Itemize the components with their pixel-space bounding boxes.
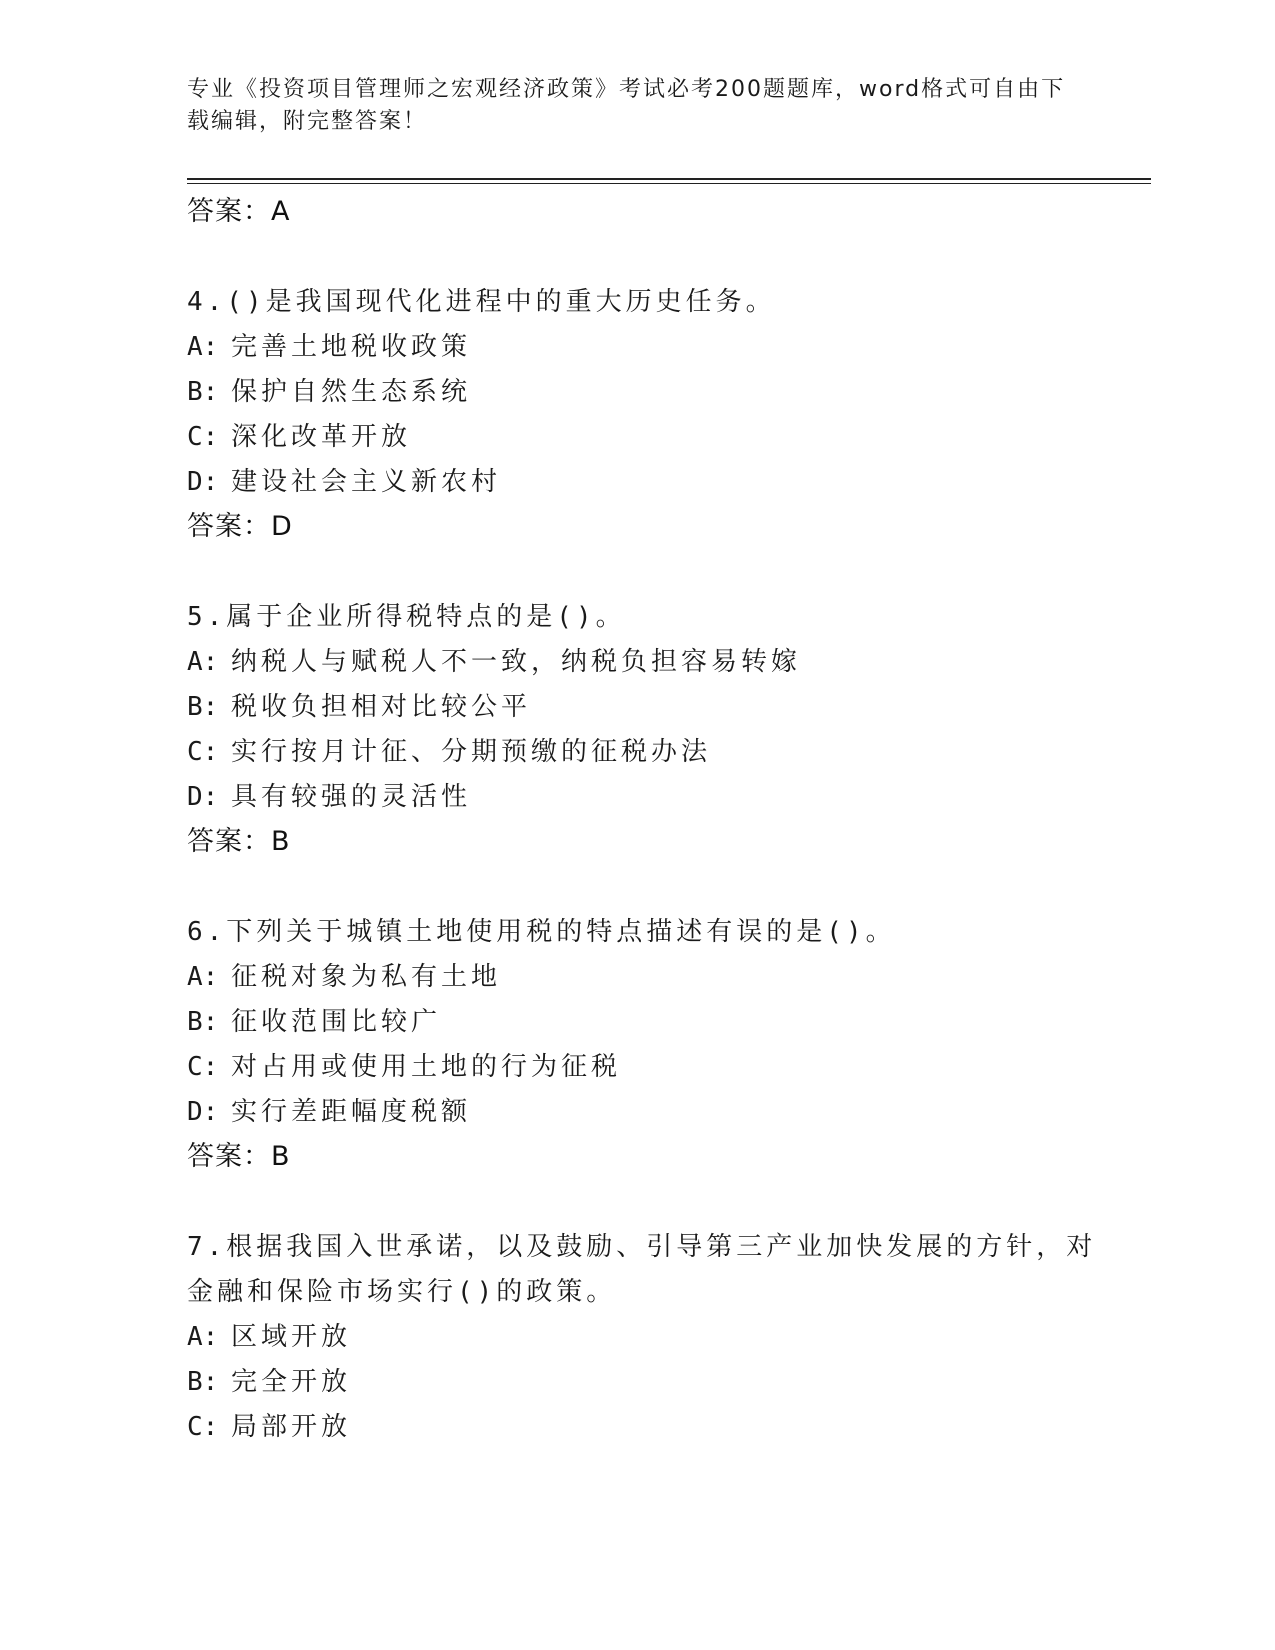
- option-key: B:: [187, 377, 219, 407]
- option-a: [187, 325, 1117, 370]
- option-text: 保护自然生态系统: [231, 377, 472, 407]
- option-text: 征税对象为私有土地: [231, 962, 502, 992]
- header-divider-thin: [187, 183, 1151, 184]
- option-text: 对占用或使用土地的行为征税: [231, 1052, 622, 1082]
- leading-answer: 答案：A: [187, 196, 291, 227]
- option-a: [187, 955, 1117, 1000]
- option-key: D:: [187, 467, 219, 497]
- option-b: [187, 685, 1117, 730]
- option-text: 纳税人与赋税人不一致，纳税负担容易转嫁: [231, 647, 802, 677]
- option-text: 具有较强的灵活性: [231, 782, 472, 812]
- option-d: [187, 460, 1117, 505]
- question-list: [187, 190, 1117, 1450]
- option-key: A:: [187, 962, 219, 992]
- option-key: B:: [187, 692, 219, 722]
- answer-line: 答案：B: [187, 1141, 291, 1172]
- option-key: A:: [187, 1322, 219, 1352]
- option-text: 建设社会主义新农村: [231, 467, 502, 497]
- option-text: 实行按月计征、分期预缴的征税办法: [231, 737, 712, 767]
- option-key: B:: [187, 1007, 219, 1037]
- option-text: 局部开放: [231, 1412, 352, 1442]
- answer-line: 答案：B: [187, 826, 291, 857]
- header-divider-thick: [187, 178, 1151, 180]
- question-text-line-1: 7.根据我国入世承诺，以及鼓励、引导第三产业加快发展的方针，对: [187, 1232, 1097, 1262]
- option-key: C:: [187, 1052, 219, 1082]
- question-text-line-2: 金融和保险市场实行()的政策。: [187, 1277, 617, 1307]
- option-b: [187, 1360, 1117, 1405]
- option-text: 完全开放: [231, 1367, 352, 1397]
- option-key: D:: [187, 782, 219, 812]
- option-a: [187, 1315, 1117, 1360]
- option-c: [187, 1045, 1117, 1090]
- option-b: [187, 1000, 1117, 1045]
- question-6: [187, 910, 1117, 1179]
- option-key: A:: [187, 647, 219, 677]
- document-header-intro: 专业《投资项目管理师之宏观经济政策》考试必考200题题库，word格式可自由下载编辑，附完整答案！: [187, 77, 1066, 134]
- option-d: [187, 1090, 1117, 1135]
- option-key: C:: [187, 1412, 219, 1442]
- option-c: [187, 730, 1117, 775]
- option-d: [187, 775, 1117, 820]
- option-key: C:: [187, 422, 219, 452]
- question-text: 4.()是我国现代化进程中的重大历史任务。: [187, 287, 776, 317]
- option-text: 完善土地税收政策: [231, 332, 472, 362]
- answer-line: 答案：D: [187, 511, 293, 542]
- option-text: 深化改革开放: [231, 422, 412, 452]
- question-5: [187, 595, 1117, 864]
- question-text: 5.属于企业所得税特点的是()。: [187, 602, 626, 632]
- option-key: B:: [187, 1367, 219, 1397]
- option-b: [187, 370, 1117, 415]
- option-text: 实行差距幅度税额: [231, 1097, 472, 1127]
- option-text: 税收负担相对比较公平: [231, 692, 532, 722]
- option-key: C:: [187, 737, 219, 767]
- option-text: 区域开放: [231, 1322, 352, 1352]
- option-key: D:: [187, 1097, 219, 1127]
- option-c: [187, 1405, 1117, 1450]
- option-c: [187, 415, 1117, 460]
- option-key: A:: [187, 332, 219, 362]
- option-a: [187, 640, 1117, 685]
- option-text: 征收范围比较广: [231, 1007, 442, 1037]
- question-4: [187, 280, 1117, 549]
- question-text: 6.下列关于城镇土地使用税的特点描述有误的是()。: [187, 917, 896, 947]
- question-7: [187, 1225, 1117, 1450]
